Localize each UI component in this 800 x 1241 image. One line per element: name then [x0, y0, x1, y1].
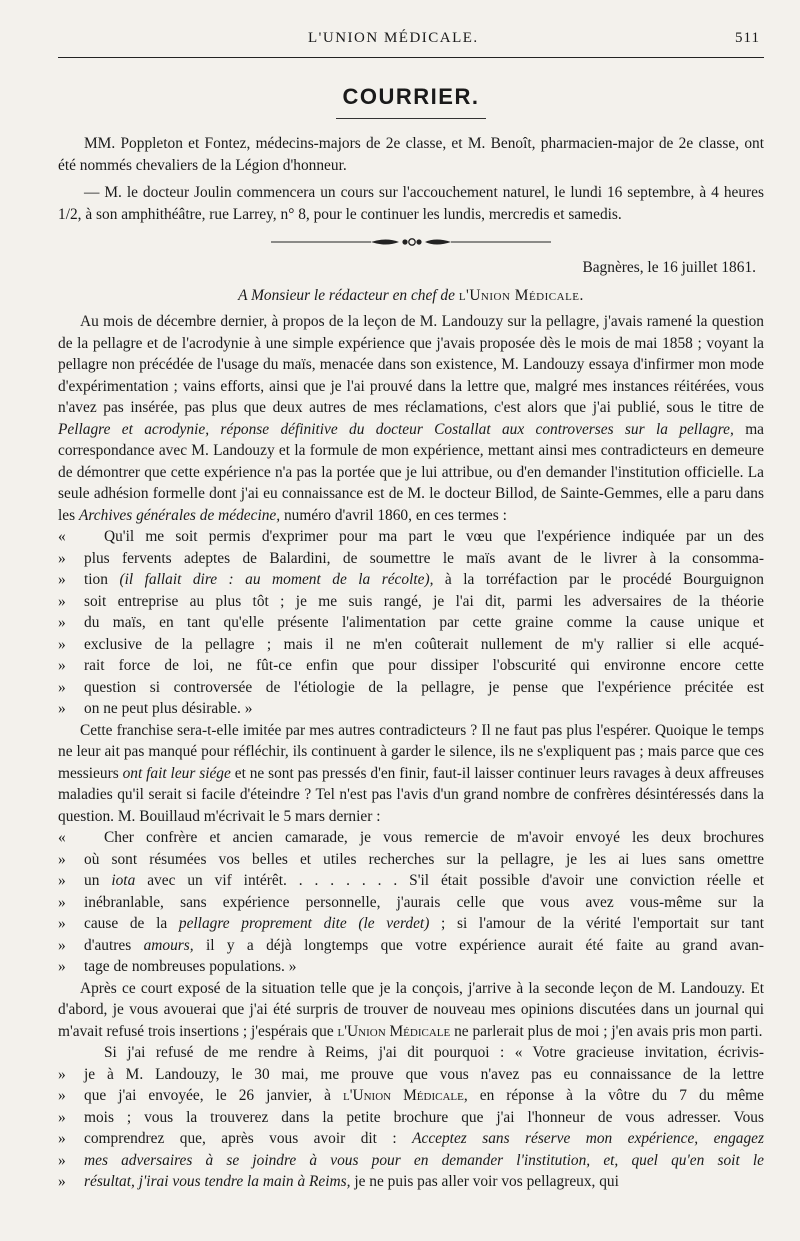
quote-text: je à M. Landouzy, le 30 mai, me prouve que vous n'avez pas eu connaissance de la lettre [84, 1065, 764, 1083]
letter-paragraph-2 [58, 720, 764, 828]
quote-text: Si j'ai refusé de me rendre à Reims, j'ai dit pourquoi : « Votre gracieuse invitation, écrivis- [104, 1044, 764, 1061]
quote-line [58, 634, 764, 656]
para3-journal: l'Union Médicale [337, 1022, 451, 1040]
header-rule [58, 57, 764, 58]
quote-line [58, 526, 764, 548]
quote-line [58, 1171, 764, 1193]
quote-line [58, 1150, 764, 1172]
quote-line [58, 591, 764, 613]
running-head [58, 30, 764, 47]
letter-address [58, 287, 764, 305]
quote-line [58, 655, 764, 677]
quote-line [58, 913, 764, 935]
letter-paragraph-1 [58, 311, 764, 526]
quote-line [58, 870, 764, 892]
quote-text: du maïs, en tant qu'elle présente l'alimentation par cette graine comme la cause unique et [84, 614, 764, 631]
quote-text: comprendrez que, après vous avoir dit : [84, 1130, 397, 1147]
quote-text-tail: en réponse à la vôtre du 7 du même [479, 1087, 764, 1104]
quote-smallcaps: l'Union Médicale, [342, 1087, 468, 1104]
quote-mark: » [58, 1130, 66, 1147]
quote-line [58, 1064, 764, 1086]
quote-line [58, 956, 764, 978]
quote-mark: » [58, 1151, 66, 1169]
quote-line [58, 935, 764, 957]
quote-mark: » [58, 893, 66, 911]
para3-text-b: ne parlerait plus de moi ; j'en avais pris mon parti. [454, 1022, 763, 1040]
quote-mark: » [58, 592, 66, 610]
quote-text: Qu'il me soit permis d'exprimer pour ma part le vœu que l'expérience indiquée par un des [104, 528, 764, 545]
quote-line [58, 698, 764, 720]
quote-text: cause de la [84, 915, 168, 932]
quote-text: rait force de loi, ne fût-ce enfin que pour dissiper l'obscurité qui environne encore cette [84, 657, 764, 674]
quote-text-tail: à la torréfaction par le procédé Bourguignon [444, 571, 764, 588]
quote-mark: » [58, 700, 66, 717]
notice-decorations: MM. Poppleton et Fontez, médecins-majors de 2e classe, et M. Benoît, pharmacien-major de 2e classe, ont été nommés chevaliers de la Légion d'honneur. [58, 135, 764, 174]
quote-reims [58, 1042, 764, 1193]
letter-paragraph-3 [58, 978, 764, 1043]
quote-italic: amours, [143, 936, 194, 954]
quote-italic: Acceptez sans réserve mon expérience, engagez [412, 1130, 764, 1147]
quote-billod [58, 526, 764, 720]
quote-text-tail: avec un vif intérêt. . . . . . . . S'il était possible d'avoir une conviction réelle et [147, 872, 765, 889]
quote-mark: » [58, 850, 66, 868]
quote-line [58, 827, 764, 849]
quote-text: que j'ai envoyée, le 26 janvier, à [84, 1087, 331, 1104]
quote-line [58, 892, 764, 914]
quote-mark: » [58, 872, 66, 889]
ornament-divider [271, 235, 551, 249]
para1-text-c: numéro d'avril 1860, en ces termes : [283, 506, 507, 524]
quote-text: où sont résumées vos belles et utiles recherches sur la pellagre, je les ai lues sans omettre [84, 850, 764, 868]
quote-text: mois ; vous la trouverez dans la petite brochure que j'ai l'honneur de vous adresser. Vous [84, 1108, 764, 1126]
quote-mark: » [58, 1087, 66, 1104]
quote-text: plus fervents adeptes de Balardini, de soumettre le maïs avant de le livrer à la consomma- [84, 549, 764, 567]
address-journal: l'Union Médicale. [458, 287, 584, 304]
quote-italic: mes adversaires à se joindre à vous pour en demander l'institution, et, quel qu'en soit le [84, 1151, 764, 1169]
quote-mark: » [58, 635, 66, 653]
para1-text-b: ma correspondance avec M. Landouzy et la formule de mon expérience, mettant ainsi mes contradicteurs en demeure de démontrer que cette expérience n'a pas la portée que je lui attribue, ou d'en demander l'institution officielle. La seule adhésion formelle dont j'ai eu connaissance est de M. le docteur Billod, de Sainte-Gemmes, elle a paru dans les [58, 420, 764, 524]
quote-line [58, 569, 764, 591]
letter-dateline: Bagnères, le 16 juillet 1861. [582, 259, 756, 276]
notice-course: — M. le docteur Joulin commencera un cours sur l'accouchement naturel, le lundi 16 septembre, à 4 heures 1/2, à son amphithéâtre, rue Larrey, n° 8, pour le continuer les lundis, mercredis et samedis. [58, 184, 764, 223]
quote-mark: » [58, 657, 66, 674]
para2-text-a: Cette franchise sera-t-elle imitée par mes autres contradicteurs ? Il ne faut pas plus l'espérer. Quoique le temps ne leur ait pas manqué pour réfléchir, ils continuent à garder le silence, ils ne s'expliquent pas ; mais parce que ces messieurs [58, 721, 764, 782]
quote-text: exclusive de la pellagre ; mais il ne m'en coûterait nullement de m'y rallier si elle acqué- [84, 635, 764, 653]
quote-mark: » [58, 1173, 66, 1190]
para1-text-a: Au mois de décembre dernier, à propos de la leçon de M. Landouzy sur la pellagre, j'avais ramené la question de la pellagre et de l'acrodynie à une simple expérience que j'avais proposée dès le mois de mai 1858 ; voyant la pellagre non précédée de l'usage du maïs, menacée dans son existence, M. Landouzy essaya d'infirmer mon mode d'expérimentation ; vains efforts, ainsi que je l'ai prouvé dans la lettre que, malgré mes instances réitérées, vous n'avez pas insérée, pas plus que deux autres de mes réclamations, c'est alors que j'ai publié, sous le titre de [58, 313, 764, 416]
quote-mark: » [58, 1065, 66, 1083]
para3-text-a: Après ce court exposé de la situation telle que je la conçois, j'arrive à la seconde leçon de M. Landouzy. Et d'abord, je vous avouerai que j'ai été surpris de trouver de nouveau mes opinions discutées dans un journal qui m'avait refusé trois insertions ; j'espérais que [58, 979, 764, 1040]
quote-mark: » [58, 958, 66, 975]
quote-mark: » [58, 1108, 66, 1126]
quote-line [58, 1107, 764, 1129]
title-rule [336, 118, 486, 119]
para2-text-b: et ne sont pas pressés d'en finir, faut-il laisser continuer leurs ravages à deux affreuses maladies qu'il serait si facile d'éteindre ? Tel n'est pas l'avis d'un grand nombre de confrères désintéressés dans la question. M. Bouillaud m'écrivait le 5 mars dernier : [58, 764, 764, 825]
quote-mark: » [58, 549, 66, 567]
quote-mark: » [58, 678, 66, 696]
quote-mark: » [58, 915, 66, 932]
quote-text: un [84, 872, 100, 889]
quote-line [58, 1042, 764, 1064]
quote-text: Cher confrère et ancien camarade, je vous remercie de m'avoir envoyé les deux brochures [104, 829, 764, 846]
quote-bouillaud [58, 827, 764, 978]
journal-title: L'UNION MÉDICALE. [308, 30, 479, 46]
quote-mark: « [58, 829, 66, 846]
quote-line [58, 849, 764, 871]
quote-text: tion [84, 571, 108, 588]
quote-mark: » [58, 571, 66, 588]
para1-archives: Archives générales de médecine, [78, 506, 281, 524]
quote-text: on ne peut plus désirable. » [84, 700, 253, 717]
quote-line [58, 1128, 764, 1150]
quote-italic: (il fallait dire : au moment de la récolte), [119, 571, 434, 588]
quote-text-tail: il y a déjà longtemps que votre expérience aurait été faite au grand avan- [205, 936, 764, 954]
quote-line [58, 612, 764, 634]
quote-text: question si controversée de l'étiologie de la pellagre, je pense que l'expérience précitée est [84, 678, 764, 696]
quote-mark: » [58, 614, 66, 631]
quote-line [58, 548, 764, 570]
section-title: COURRIER. [342, 84, 480, 109]
quote-text: soit entreprise au plus tôt ; je me suis rangé, je l'ai dit, parmi les adversaires de la théorie [84, 592, 764, 610]
quote-text: tage de nombreuses populations. » [84, 958, 297, 975]
quote-mark: » [58, 936, 66, 954]
quote-italic: résultat, j'irai vous tendre la main à Reims, [84, 1173, 351, 1190]
quote-text: inébranlable, sans expérience personnelle, j'aurais celle que vous avez vous-même sur la [84, 893, 764, 911]
letter-body [58, 311, 764, 1193]
quote-text-tail: ; si l'amour de la vérité l'emportait sur tant [441, 915, 764, 932]
quote-mark: « [58, 528, 66, 545]
quote-text-tail: je ne puis pas aller voir vos pellagreux, qui [354, 1173, 619, 1190]
para2-italic: ont fait leur siége [122, 764, 231, 782]
page-number: 511 [735, 30, 760, 46]
quote-italic: iota [111, 872, 136, 889]
quote-line [58, 677, 764, 699]
quote-line [58, 1085, 764, 1107]
quote-text: d'autres [84, 936, 132, 954]
para1-title: Pellagre et acrodynie, réponse définitive du docteur Costallat aux controverses sur la pellagre, [58, 420, 734, 438]
quote-italic: pellagre proprement dite (le verdet) [178, 915, 430, 932]
address-text: A Monsieur le rédacteur en chef de [238, 287, 455, 304]
